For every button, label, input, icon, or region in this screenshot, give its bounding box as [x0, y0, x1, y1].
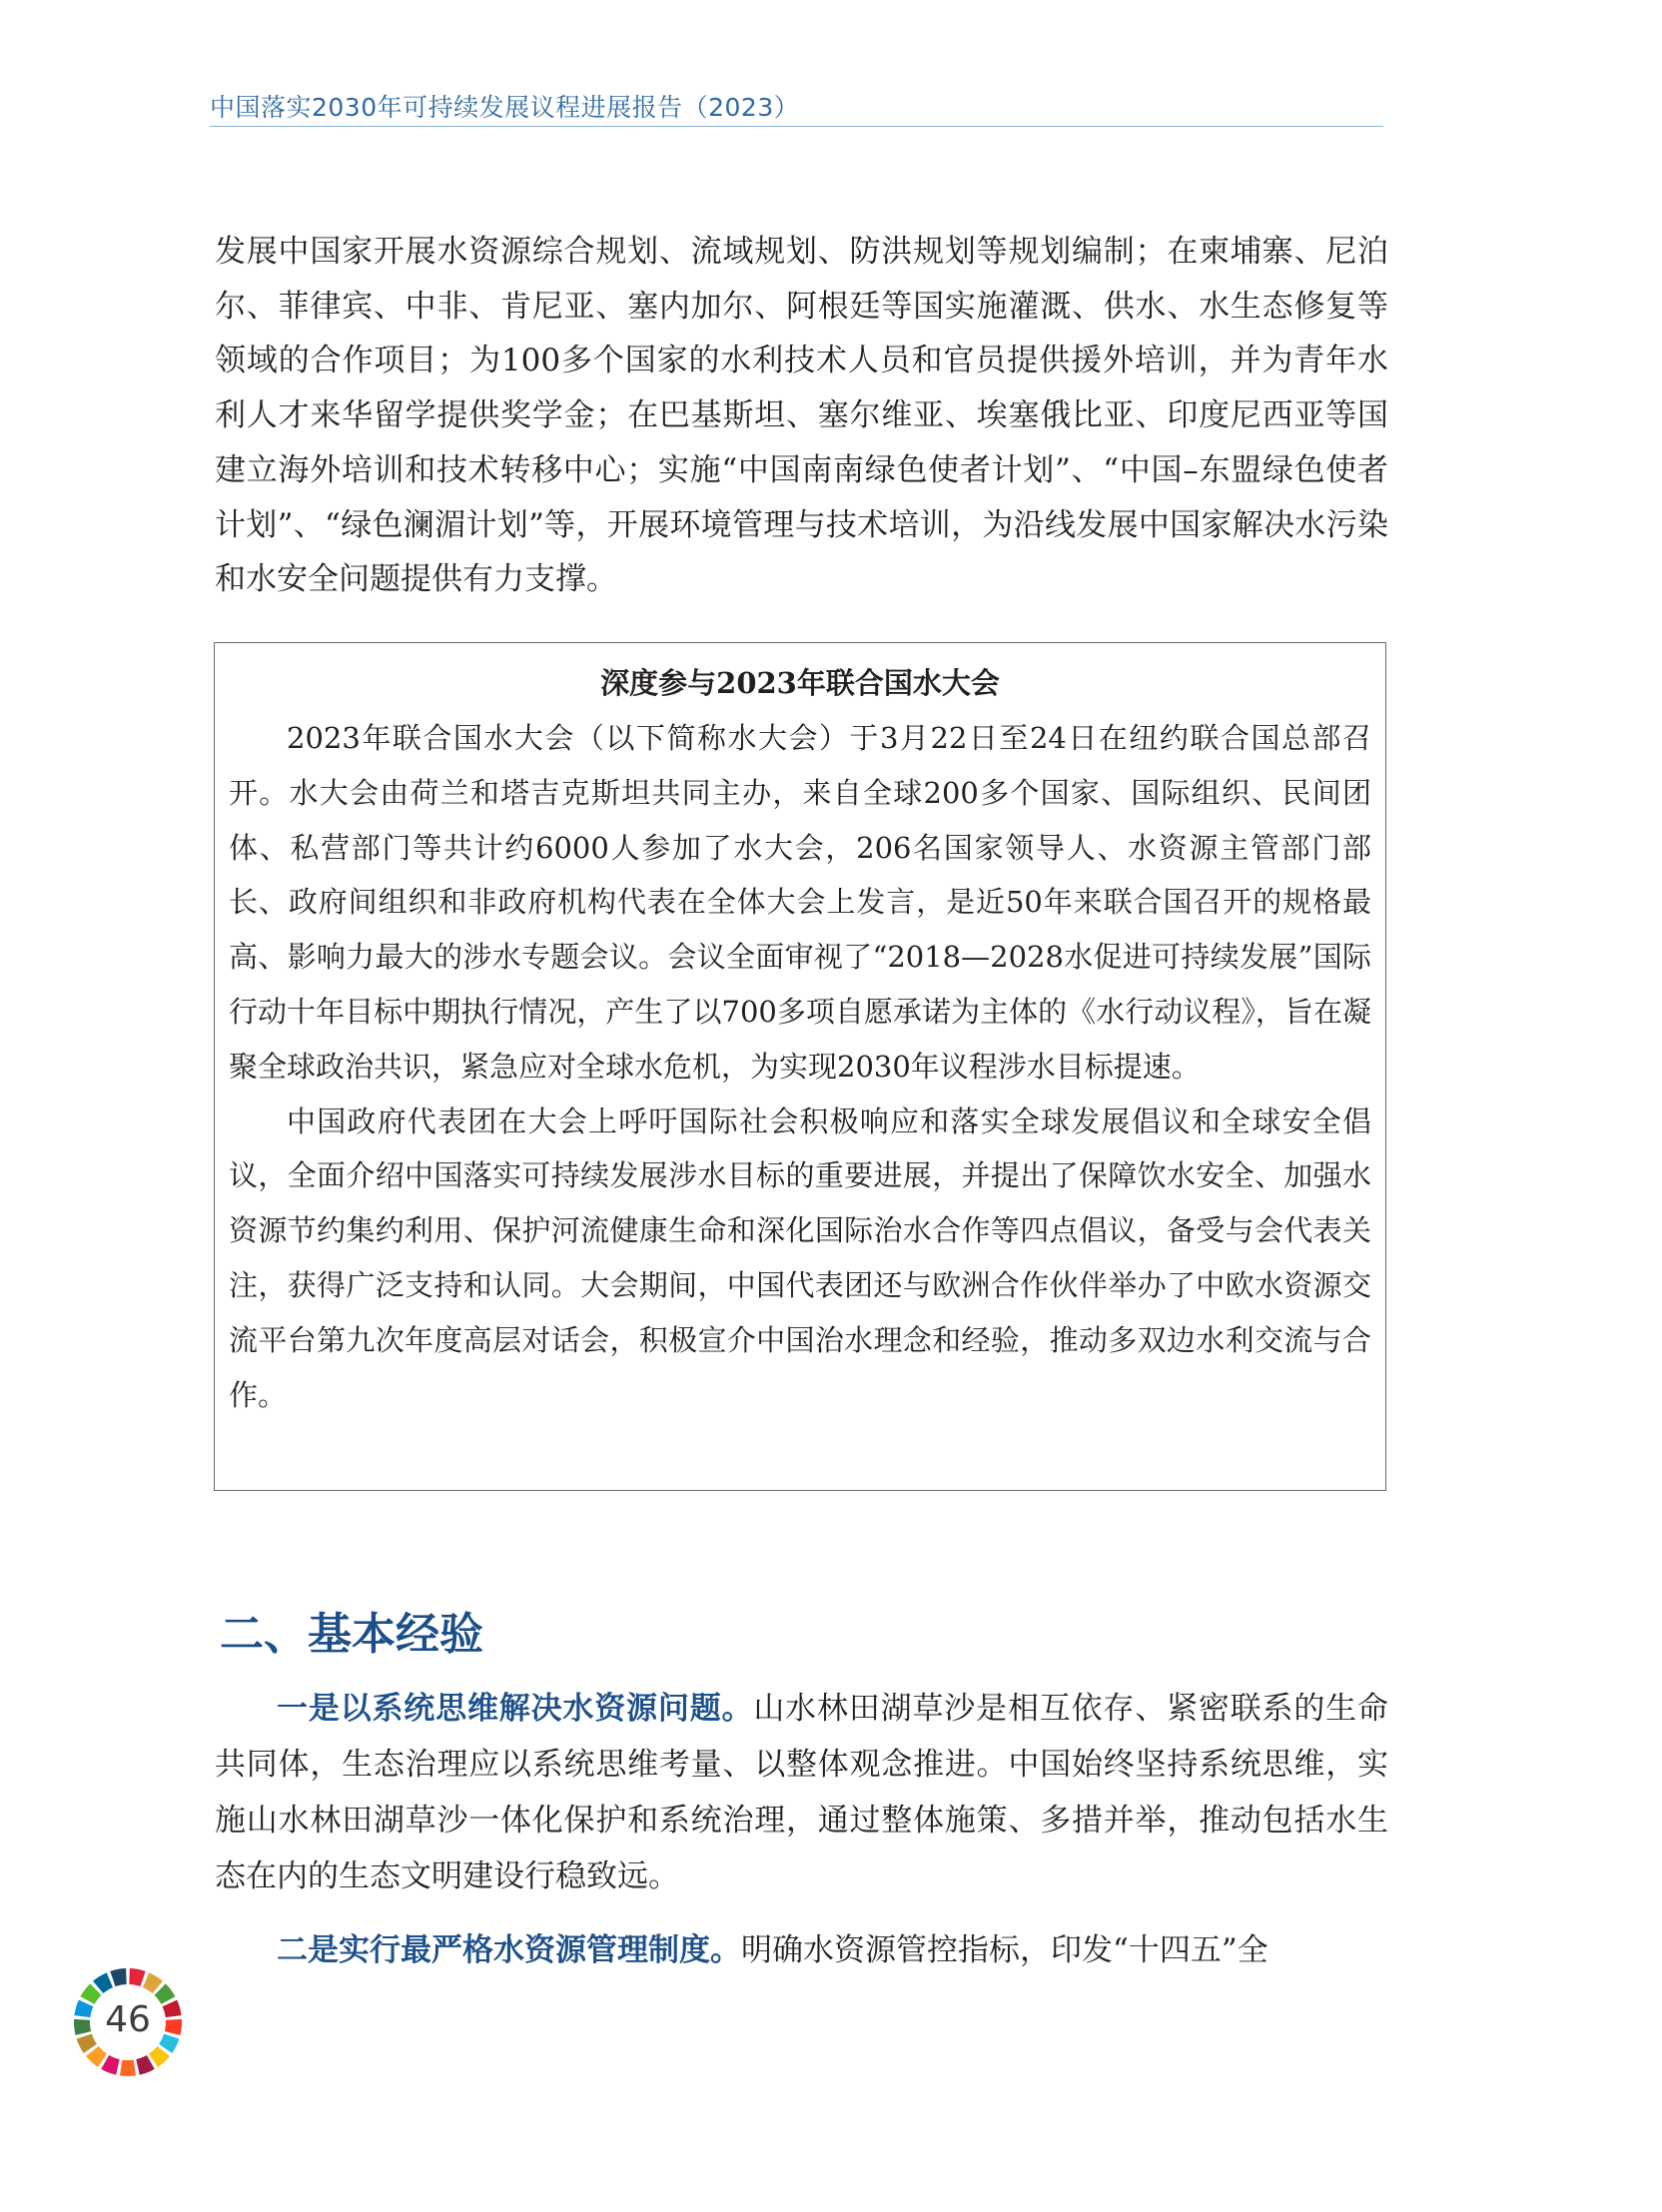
experience-lead: 二是实行最严格水资源管理制度。	[277, 1932, 741, 1968]
running-header: 中国落实2030年可持续发展议程进展报告（2023）	[210, 93, 800, 122]
box-title: 深度参与2023年联合国水大会	[600, 666, 1000, 700]
highlight-box	[214, 642, 1386, 1491]
experience-lead: 一是以系统思维解决水资源问题。	[277, 1691, 754, 1727]
box-paragraph: 中国政府代表团在大会上呼吁国际社会积极响应和落实全球发展倡议和全球安全倡议，全面介绍中国落实可持续发展涉水目标的重要进展，并提出了保障饮水安全、加强水资源节约集约利用、保护河流健康生命和深化国际治水合作等四点倡议，备受与会代表关注，获得广泛支持和认同。大会期间，中国代表团还与欧洲合作伙伴举办了中欧水资源交流平台第九次年度高层对话会，积极宣介中国治水理念和经验，推动多双边水利交流与合作。	[229, 1104, 1371, 1412]
section-heading: 二、基本经验	[220, 1609, 483, 1660]
experience-text: 山水林田湖草沙是相互依存、紧密联系的生命共同体，生态治理应以系统思维考量、以整体观念推进。中国始终坚持系统思维，实施山水林田湖草沙一体化保护和系统治理，通过整体施策、多措并举，推动包括水生态在内的生态文明建设行稳致远。	[215, 1691, 1389, 1894]
box-body	[229, 711, 1371, 1422]
page-number: 46	[105, 1999, 151, 2040]
experience-text: 明确水资源管控指标，印发“十四五”全	[741, 1932, 1268, 1968]
box-paragraph: 2023年联合国水大会（以下简称水大会）于3月22日至24日在纽约联合国总部召开。水大会由荷兰和塔吉克斯坦共同主办，来自全球200多个国家、国际组织、民间团体、私营部门等共计约6000人参加了水大会，206名国家领导人、水资源主管部门部长、政府间组织和非政府机构代表在全体大会上发言，是近50年来联合国召开的规格最高、影响力最大的涉水专题会议。会议全面审视了“2018—2028水促进可持续发展”国际行动十年目标中期执行情况，产生了以700多项自愿承诺为主体的《水行动议程》，旨在凝聚全球政治共识，紧急应对全球水危机，为实现2030年议程涉水目标提速。	[229, 721, 1371, 1084]
intro-paragraph: 发展中国家开展水资源综合规划、流域规划、防洪规划等规划编制；在柬埔寨、尼泊尔、菲律宾、中非、肯尼亚、塞内加尔、阿根廷等国实施灌溉、供水、水生态修复等领域的合作项目；为100多个国家的水利技术人员和官员提供援外培训，并为青年水利人才来华留学提供奖学金；在巴基斯坦、塞尔维亚、埃塞俄比亚、印度尼西亚等国建立海外培训和技术转移中心；实施“中国南南绿色使者计划”、“中国–东盟绿色使者计划”、“绿色澜湄计划”等，开展环境管理与技术培训，为沿线发展中国家解决水污染和水安全问题提供有力支撑。	[215, 234, 1388, 598]
experience-list	[215, 1681, 1388, 1996]
sdg-wheel-segment	[110, 1968, 126, 1986]
sdg-wheel-segment	[120, 2060, 136, 2076]
sdg-wheel-segment	[129, 1968, 145, 1986]
header-rule	[210, 126, 1383, 127]
experience-item	[215, 1922, 1388, 1978]
intro-section	[215, 225, 1388, 607]
experience-item	[215, 1681, 1388, 1904]
sdg-wheel-segment	[101, 2055, 120, 2075]
sdg-wheel-segment	[136, 2055, 155, 2075]
